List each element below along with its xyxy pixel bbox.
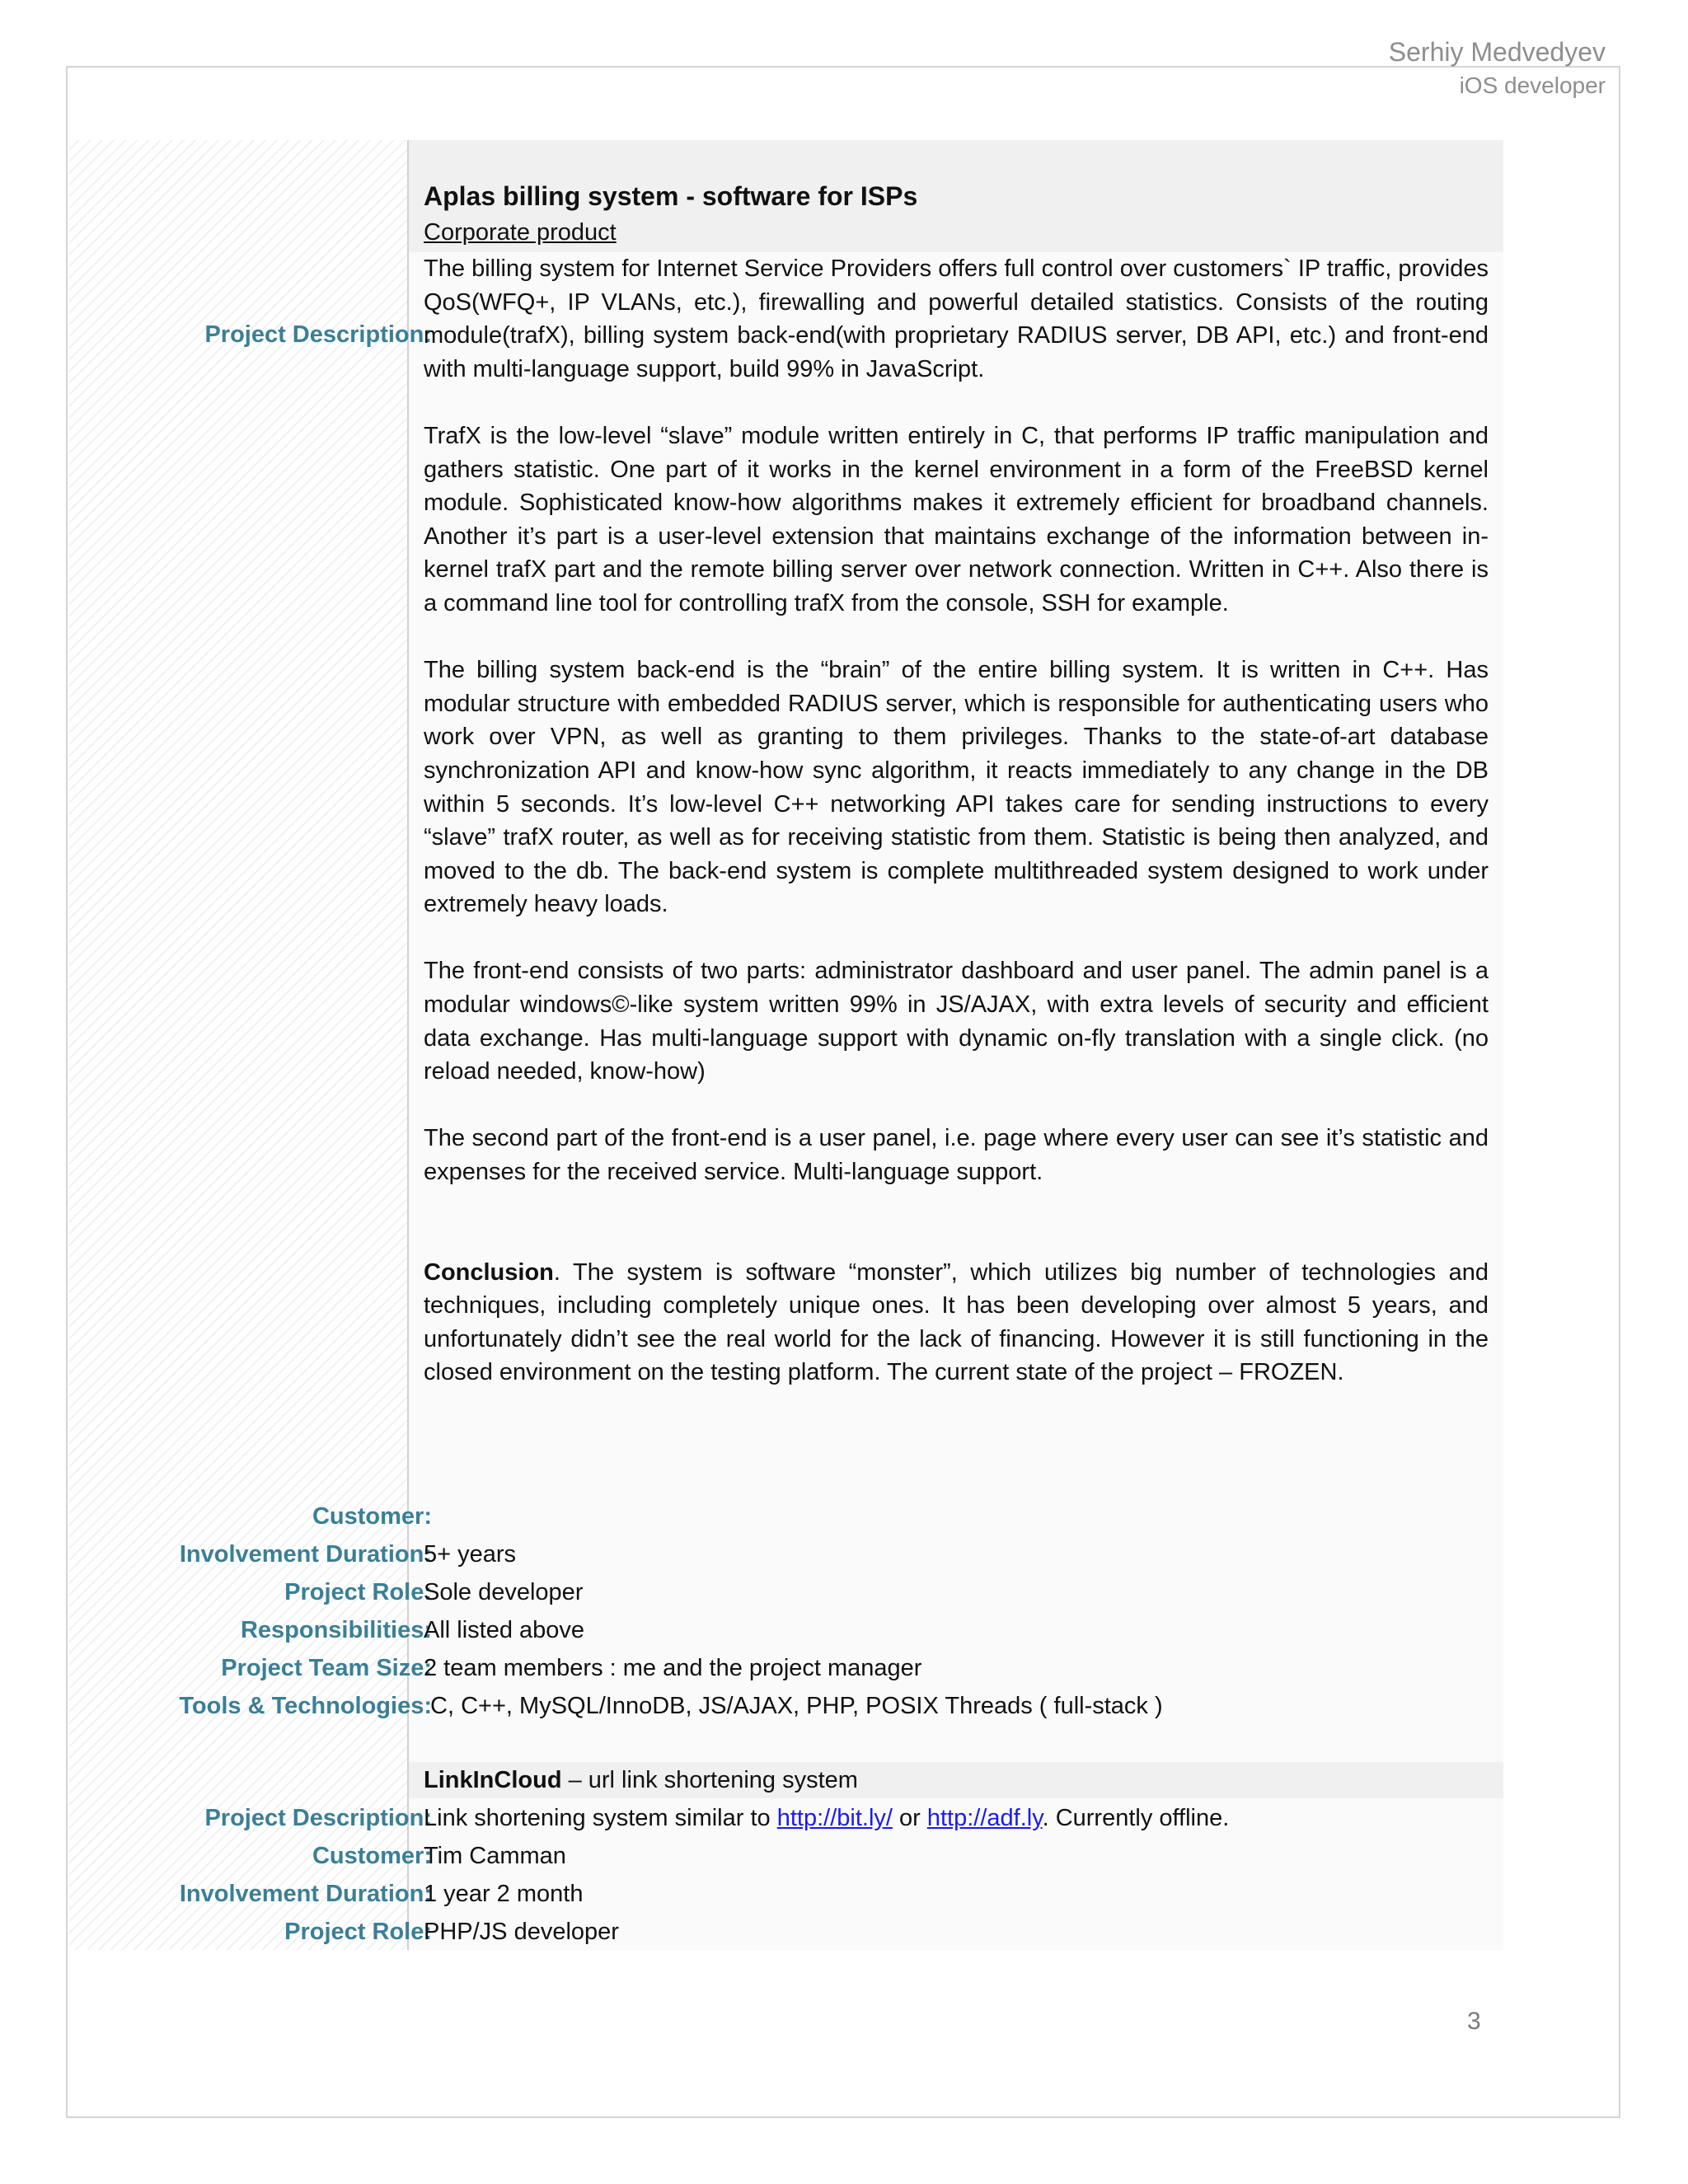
project-title xyxy=(424,1762,858,1798)
conclusion-paragraph xyxy=(424,1256,1489,1390)
conclusion-label: Conclusion xyxy=(424,1258,554,1286)
project-subtitle: Corporate product xyxy=(424,219,617,246)
project-title-rest: – url link shortening system xyxy=(561,1767,858,1793)
description-paragraph: The second part of the front-end is a user panel, i.e. page where every user can see it’s statistic and expenses for the received service. Multi-language support. xyxy=(424,1125,1489,1186)
adfly-link[interactable]: http://adf.ly xyxy=(926,1805,1043,1831)
label-customer: Customer: xyxy=(312,1503,432,1530)
conclusion-text: . The system is software “monster”, which utilizes big number of technologies and techniques, including completely unique ones. It has been developing over almost 5 years, and unfortunately didn’t see the real world for the lack of financing. However it is still functioning in the closed environment on the testing platform. The current state of the project – FROZEN. xyxy=(424,1258,1489,1386)
label-project-role: Project Role: xyxy=(284,1579,432,1605)
label-tools-technologies: Tools & Technologies: xyxy=(179,1693,432,1719)
value-customer: Tim Camman xyxy=(424,1843,566,1869)
description-text: . Currently offline. xyxy=(1042,1805,1230,1831)
label-project-description: Project Description: xyxy=(204,1805,432,1831)
value-involvement-duration: 5+ years xyxy=(424,1541,517,1568)
value-project-role: Sole developer xyxy=(424,1579,584,1605)
label-involvement-duration: Involvement Duration: xyxy=(179,1541,432,1568)
value-project-role: PHP/JS developer xyxy=(424,1919,619,1945)
description-text: Link shortening system similar to xyxy=(424,1805,777,1831)
value-team-size: 2 team members : me and the project manager xyxy=(424,1655,922,1681)
description-paragraph: The billing system back-end is the “brain” of the entire billing system. It is written in C++. Has modular structure with embedded RADIUS server, which is responsible for authenticating users who work over VPN, as well as granting to them privileges. Thanks to the state-of-art database synchronization API and know-how sync algorithm, it reacts immediately to any change in the DB within 5 seconds. It’s low-level C++ networking API takes care for sending instructions to every “slave” trafX router, as well as for receiving statistic from them. Statistic is being then analyzed, and moved to the db. The back-end system is complete multithreaded system designed to work under extremely heavy loads. xyxy=(424,657,1489,918)
label-project-role: Project Role: xyxy=(284,1919,432,1945)
label-responsibilities: Responsibilities: xyxy=(240,1617,432,1643)
label-project-description: Project Description: xyxy=(204,321,432,348)
value-involvement-duration: 1 year 2 month xyxy=(424,1881,584,1907)
description-paragraph: The billing system for Internet Service Providers offers full control over customers` IP traffic, provides QoS(WFQ+, IP VLANs, etc.), firewalling and powerful detailed statistics. Consists of the routing module(trafX), billing system back-end(with proprietary RADIUS server, DB API, etc.) and front-end with multi-language support, build 99% in JavaScript. xyxy=(424,255,1489,382)
page-number: 3 xyxy=(1467,2008,1481,2035)
author-role: iOS developer xyxy=(1459,73,1606,98)
project-title: Aplas billing system - software for ISPs xyxy=(424,181,918,211)
bitly-link[interactable]: http://bit.ly/ xyxy=(776,1805,893,1831)
value-project-description xyxy=(424,1800,1229,1836)
label-team-size: Project Team Size: xyxy=(221,1655,432,1681)
project-description xyxy=(424,252,1489,1390)
label-customer: Customer: xyxy=(312,1843,432,1869)
value-tools-technologies: C, C++, MySQL/InnoDB, JS/AJAX, PHP, POSIX Threads ( full-stack ) xyxy=(424,1693,1163,1719)
project-title-bold: LinkInCloud xyxy=(424,1767,562,1793)
description-paragraph: TrafX is the low-level “slave” module written entirely in C, that performs IP traffic manipulation and gathers statistic. One part of it works in the kernel environment in a form of the FreeBSD kernel module. Sophisticated know-how algorithms makes it extremely efficient for broadband channels. Another it’s part is a user-level extension that maintains exchange of the information between in-kernel trafX part and the remote billing server over network connection. Written in C++. Also there is a command line tool for controlling trafX from the console, SSH for example. xyxy=(424,422,1489,616)
description-text: or xyxy=(892,1805,927,1831)
description-paragraph: The front-end consists of two parts: administrator dashboard and user panel. The admin panel is a modular windows©-like system written 99% in JS/AJAX, with extra levels of security and efficient data exchange. Has multi-language support with dynamic on-fly translation with a single click. (no reload needed, know-how) xyxy=(424,958,1489,1085)
author-name: Serhiy Medvedyev xyxy=(1388,37,1606,67)
label-involvement-duration: Involvement Duration: xyxy=(179,1881,432,1907)
value-responsibilities: All listed above xyxy=(424,1617,585,1643)
